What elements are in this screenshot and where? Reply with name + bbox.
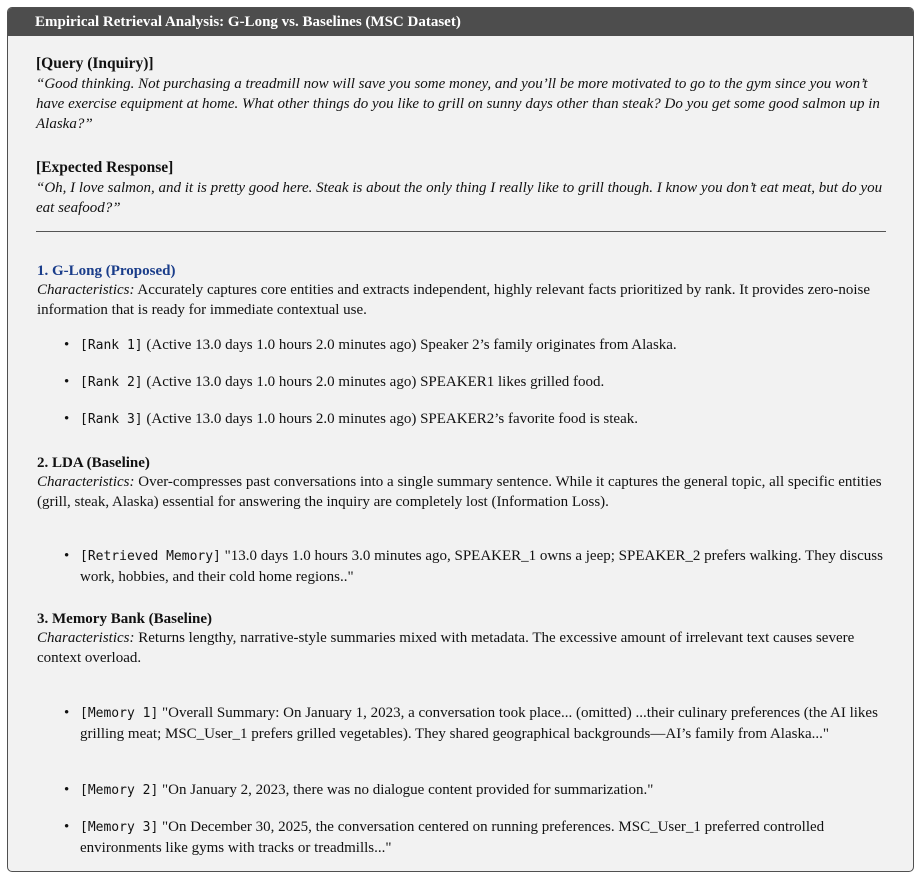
bullet-icon: • [64,782,70,798]
item-text: "On January 2, 2023, there was no dialogue content provided for summarization." [158,782,654,798]
item-tag: [Rank 1] [80,338,143,353]
divider [36,231,886,232]
characteristics-text: Accurately captures core entities and extracts independent, highly relevant facts prioritized by rank. It provides zero-noise information that is ready for immediate contextual use. [37,282,871,318]
bullet-icon: • [64,337,70,353]
list-item [64,335,894,356]
item-text: "13.0 days 1.0 hours 3.0 minutes ago, SPEAKER_1 owns a jeep; SPEAKER_2 prefers walking. They discuss work, hobbies, and their cold home regions.." [80,548,883,585]
method-title: 1. G-Long (Proposed) [37,263,176,279]
list-item [64,817,894,858]
item-text: (Active 13.0 days 1.0 hours 2.0 minutes ago) SPEAKER1 likes grilled food. [142,374,605,390]
item-tag: [Memory 3] [80,820,159,835]
item-text: "On December 30, 2025, the conversation centered on running preferences. MSC_User_1 preferred controlled environments like gyms with tracks or treadmills..." [80,819,825,856]
list-item [64,372,894,393]
expected-text: “Oh, I love salmon, and it is pretty good here. Steak is about the only thing I really like to grill though. I know you don’t eat meat, but do you eat seafood?” [36,180,883,216]
method-title: 3. Memory Bank (Baseline) [37,611,212,627]
bullet-icon: • [64,705,70,721]
item-text: (Active 13.0 days 1.0 hours 2.0 minutes ago) Speaker 2’s family originates from Alaska. [142,337,677,353]
list-item [64,546,894,587]
item-text: "Overall Summary: On January 1, 2023, a conversation took place... (omitted) ...their culinary preferences (the AI likes grilling meat; MSC_User_1 prefers grilled vegetables). They shared geographical backgrounds—AI’s family from Alaska..." [80,705,878,742]
bullet-icon: • [64,374,70,390]
bullet-icon: • [64,411,70,427]
method-title: 2. LDA (Baseline) [37,455,150,471]
characteristics-label: Characteristics: [37,474,135,490]
item-tag: [Memory 1] [80,706,159,721]
list-item [64,409,894,430]
characteristics-text: Over-compresses past conversations into a single summary sentence. While it captures the general topic, all specific entities (grill, steak, Alaska) essential for answering the inquiry are completely lost (Information Loss). [37,474,882,510]
bullet-icon: • [64,819,70,835]
query-text: “Good thinking. Not purchasing a treadmill now will save you some money, and you’ll be more motivated to go to the gym since you won’t have exercise equipment at home. What other things do you like to grill on sunny days other than steak? Do you get some good salmon up in Alaska?” [36,76,880,132]
characteristics-text: Returns lengthy, narrative-style summaries mixed with metadata. The excessive amount of irrelevant text causes severe context overload. [37,630,855,666]
item-tag: [Retrieved Memory] [80,549,221,564]
item-tag: [Rank 2] [80,375,143,390]
characteristics-label: Characteristics: [37,282,135,298]
bullet-icon: • [64,548,70,564]
query-heading: [Query (Inquiry)] [36,55,154,72]
item-text: (Active 13.0 days 1.0 hours 2.0 minutes ago) SPEAKER2’s favorite food is steak. [142,411,638,427]
method-characteristics [37,628,893,668]
item-tag: [Rank 3] [80,412,143,427]
method-characteristics [37,280,893,320]
list-item [64,703,894,744]
analysis-card [7,7,914,872]
list-item [64,780,894,801]
method-characteristics [37,472,893,512]
item-tag: [Memory 2] [80,783,159,798]
expected-heading: [Expected Response] [36,159,174,176]
characteristics-label: Characteristics: [37,630,135,646]
card-title: Empirical Retrieval Analysis: G-Long vs. Baselines (MSC Dataset) [8,8,913,36]
